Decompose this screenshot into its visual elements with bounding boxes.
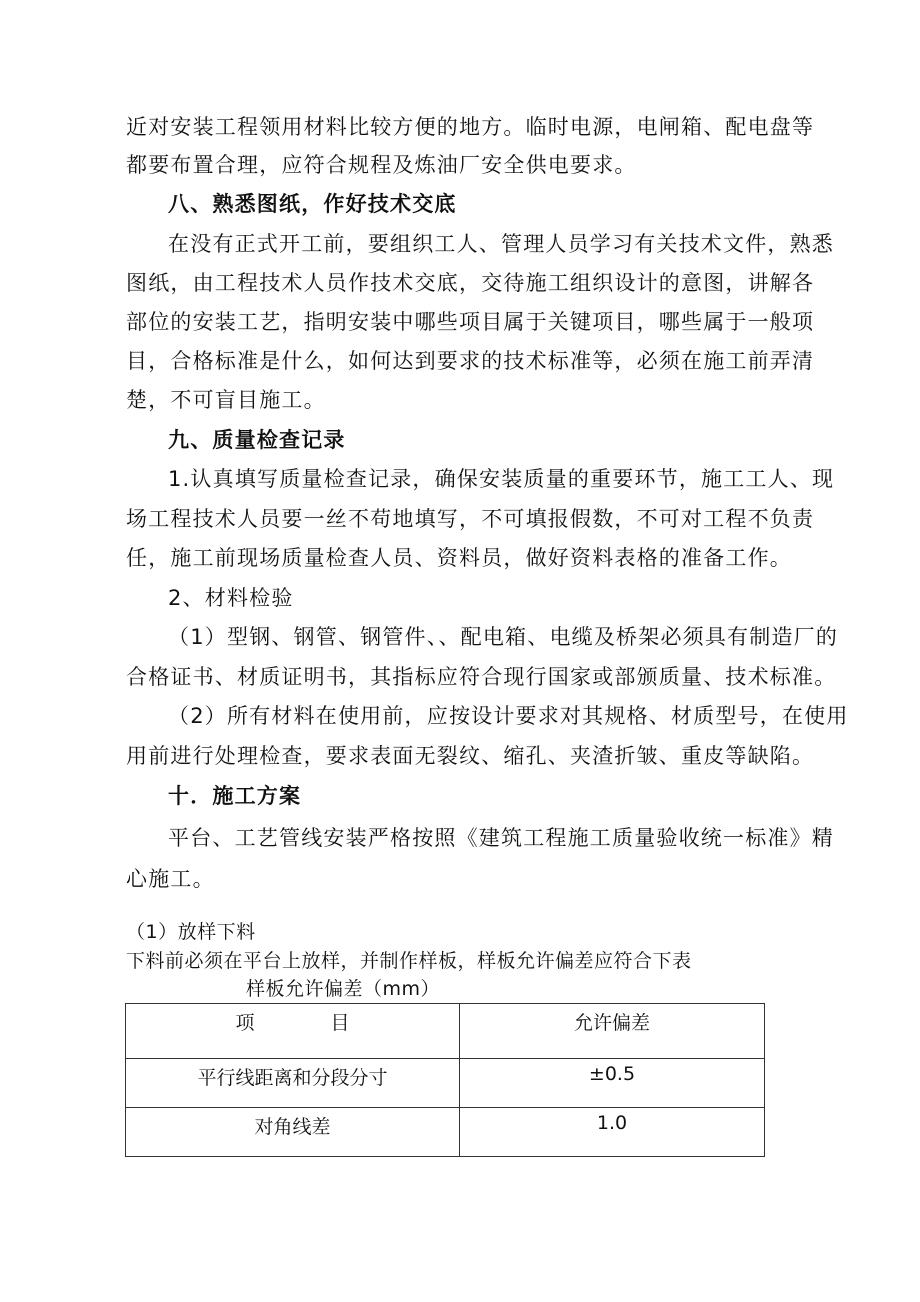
table-cell: 对角线差	[126, 1108, 460, 1157]
paragraph-line: 下料前必须在平台上放样，并制作样板，样板允许偏差应符合下表	[126, 950, 692, 972]
table-caption: 样板允许偏差（mm）	[246, 978, 441, 1000]
paragraph-line: 任，施工前现场质量检查人员、资料员，做好资料表格的准备工作。	[126, 546, 792, 570]
deviation-table	[125, 1003, 765, 1157]
table-cell: 平行线距离和分段分寸	[126, 1059, 460, 1108]
table-header-cell: 允许偏差	[460, 1004, 765, 1059]
table-header-cell: 项 目	[126, 1004, 460, 1059]
paragraph-line: 目，合格标准是什么，如何达到要求的技术标准等，必须在施工前弄清	[126, 349, 815, 373]
paragraph-line: 1.认真填写质量检查记录，确保安装质量的重要环节，施工工人、现	[168, 467, 835, 491]
paragraph-line: 楚，不可盲目施工。	[126, 388, 326, 412]
paragraph-line: （1）型钢、钢管、钢管件、、配电箱、电缆及桥架必须具有制造厂的	[168, 625, 839, 649]
paragraph-line: 部位的安装工艺，指明安装中哪些项目属于关键项目，哪些属于一般项	[126, 310, 815, 334]
table-header-row	[126, 1004, 765, 1059]
paragraph-line: 近对安装工程领用材料比较方便的地方。临时电源，电闸箱、配电盘等	[126, 115, 815, 139]
table-cell: ±0.5	[460, 1059, 765, 1108]
section-heading-8: 八、熟悉图纸，作好技术交底	[168, 192, 457, 216]
paragraph-line: 用前进行处理检查，要求表面无裂纹、缩孔、夹渣折皱、重皮等缺陷。	[126, 744, 815, 768]
table-row	[126, 1059, 765, 1108]
paragraph-line: 2、材料检验	[168, 586, 294, 610]
paragraph-line: （1）放样下料	[126, 921, 256, 943]
paragraph-line: 合格证书、材质证明书，其指标应符合现行国家或部颁质量、技术标准。	[126, 665, 837, 689]
paragraph-line: 在没有正式开工前，要组织工人、管理人员学习有关技术文件，熟悉	[168, 232, 834, 256]
paragraph-line: 都要布置合理，应符合规程及炼油厂安全供电要求。	[126, 153, 637, 177]
table-cell: 1.0	[460, 1108, 765, 1157]
paragraph-line: 场工程技术人员要一丝不苟地填写，不可填报假数，不可对工程不负责	[126, 507, 815, 531]
section-heading-9: 九、质量检查记录	[168, 428, 346, 452]
table-row	[126, 1108, 765, 1157]
paragraph-line: （2）所有材料在使用前，应按设计要求对其规格、材质型号，在使用	[168, 704, 849, 728]
paragraph-line: 心施工。	[126, 867, 215, 891]
paragraph-line: 平台、工艺管线安装严格按照《建筑工程施工质量验收统一标准》精	[168, 826, 834, 850]
paragraph-line: 图纸，由工程技术人员作技术交底，交待施工组织设计的意图，讲解各	[126, 271, 815, 295]
section-heading-10: 十．施工方案	[168, 784, 302, 808]
